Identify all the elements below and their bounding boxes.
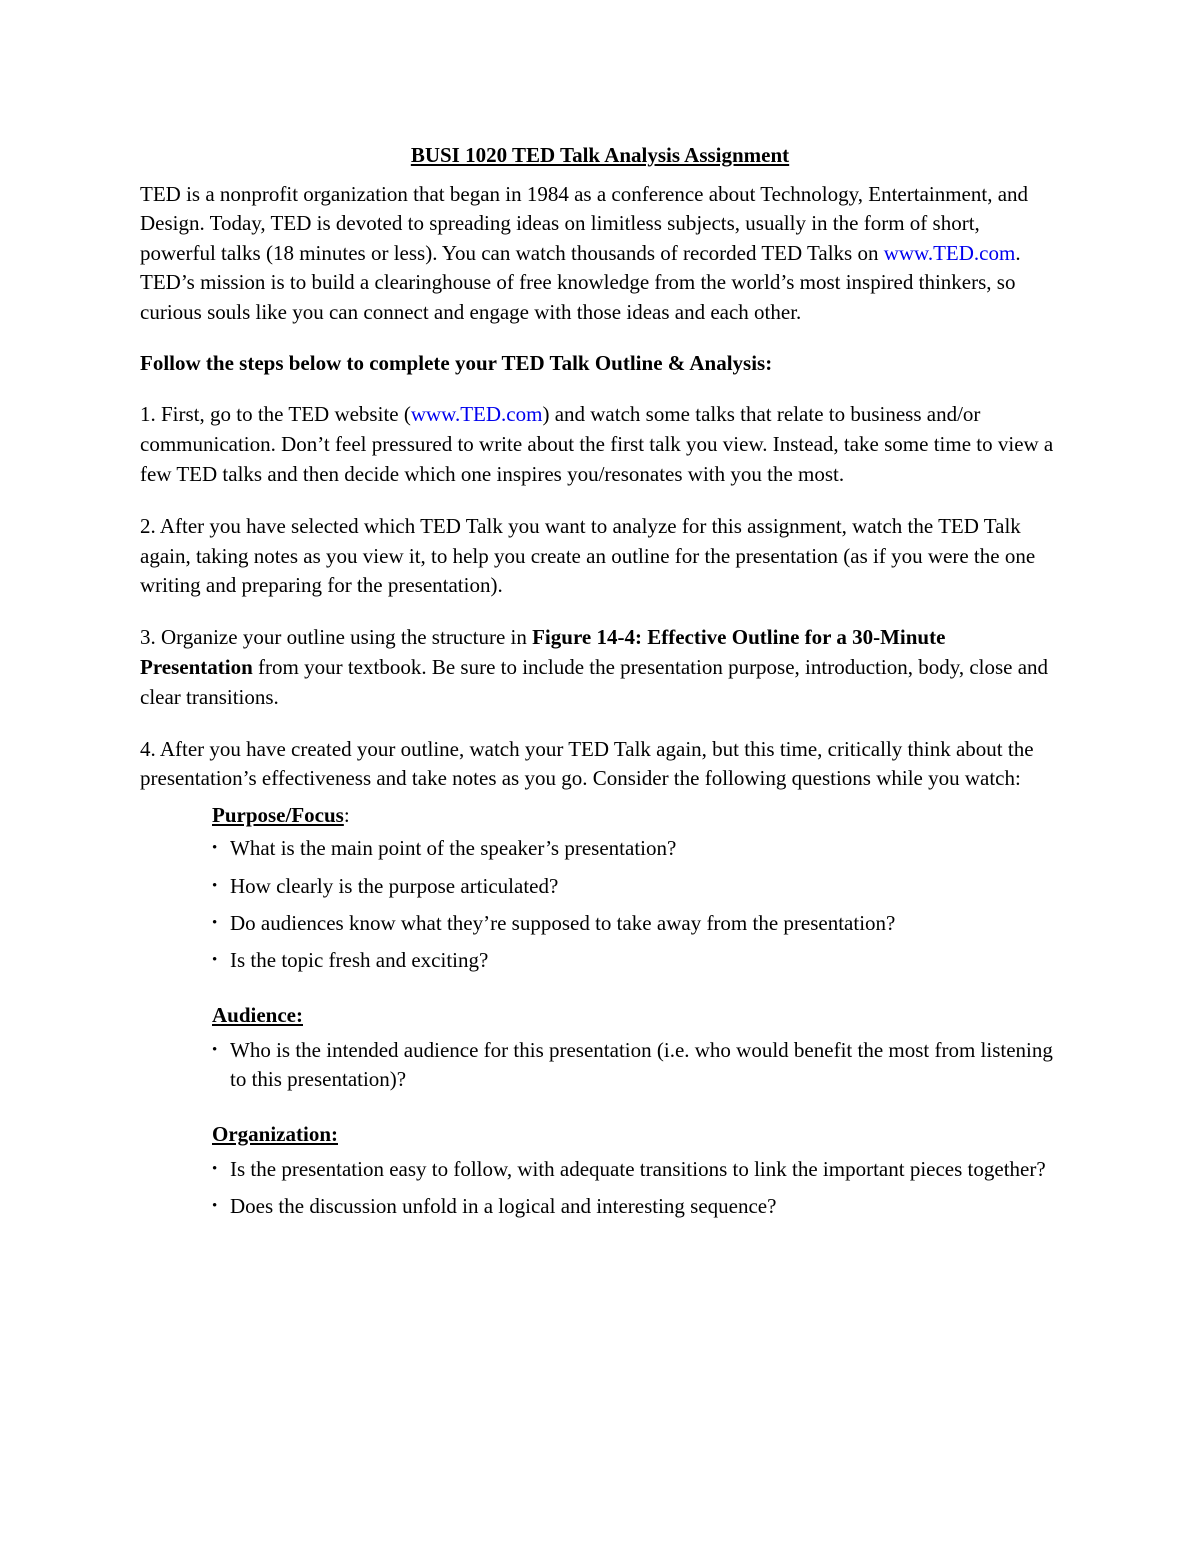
bullet-icon: • xyxy=(212,952,218,969)
list-item xyxy=(212,834,1060,863)
intro-paragraph xyxy=(140,180,1060,327)
bullet-icon: • xyxy=(212,840,218,857)
intro-text-1: TED is a nonprofit organization that began in 1984 as a conference about Technology, Entertainment, and Design. Today, TED is devoted to spreading ideas on limitless subjects, usually in the form of short, powerful talks (18 minutes or less). You can watch thousands of recorded TED Talks on xyxy=(140,182,1029,265)
list-item-text: Who is the intended audience for this presentation (i.e. who would benefit the most from listening to this presentation)? xyxy=(230,1037,1053,1092)
step-3-text-1: 3. Organize your outline using the structure in xyxy=(140,625,533,650)
purpose-question-list xyxy=(212,834,1060,976)
step-3 xyxy=(140,623,1060,712)
steps-heading: Follow the steps below to complete your TED Talk Outline & Analysis: xyxy=(140,351,773,376)
list-item xyxy=(212,1192,1060,1221)
bullet-icon: • xyxy=(212,1041,218,1058)
list-item-text: Is the presentation easy to follow, with adequate transitions to link the important pieces together? xyxy=(230,1156,1046,1181)
step-3-text-2: from your textbook. Be sure to include the presentation purpose, introduction, body, close and clear transitions. xyxy=(140,655,1049,709)
list-item xyxy=(212,872,1060,901)
ted-website-link[interactable]: www.TED.com xyxy=(883,240,1016,265)
document-page xyxy=(140,140,1060,1229)
list-item xyxy=(212,909,1060,938)
section-spacer xyxy=(212,1103,1060,1119)
list-item-text: Do audiences know what they’re supposed to take away from the presentation? xyxy=(230,911,896,936)
list-item xyxy=(212,1155,1060,1184)
list-item-text: What is the main point of the speaker’s presentation? xyxy=(230,836,677,861)
section-purpose-focus xyxy=(212,800,1060,1000)
section-audience xyxy=(212,1000,1060,1119)
section-title-purpose-suffix: : xyxy=(343,803,350,828)
bullet-icon: • xyxy=(212,1160,218,1177)
intro-text-2: . TED’s mission is to build a clearinghouse of free knowledge from the world’s most inspired thinkers, so curious souls like you can connect and engage with those ideas and each other. xyxy=(140,240,1021,324)
organization-question-list xyxy=(212,1155,1060,1222)
step-1 xyxy=(140,400,1060,489)
section-title-organization: Organization: xyxy=(212,1121,338,1146)
step-1-text-2: ) and watch some talks that relate to business and/or communication. Don’t feel pressured to write about the first talk you view. Instead, take some time to view a few TED talks and then decide which one inspires you/resonates with you the most. xyxy=(140,402,1054,487)
section-title-purpose xyxy=(212,800,1060,830)
list-item xyxy=(212,1036,1060,1095)
step-4: 4. After you have created your outline, watch your TED Talk again, but this time, critically think about the presentation’s effectiveness and take notes as you go. Consider the following questions while you watch: xyxy=(140,736,1034,791)
section-title-audience: Audience: xyxy=(212,1002,303,1027)
list-item-text: Does the discussion unfold in a logical and interesting sequence? xyxy=(230,1194,777,1219)
section-title-purpose-text: Purpose/Focus xyxy=(212,803,344,828)
ted-website-link-step1[interactable]: www.TED.com xyxy=(410,402,543,427)
list-item-text: Is the topic fresh and exciting? xyxy=(230,948,489,973)
step-2: 2. After you have selected which TED Talk you want to analyze for this assignment, watch the TED Talk again, taking notes as you view it, to help you create an outline for the presentation (as if you were the one writing and preparing for the presentation). xyxy=(140,513,1036,598)
bullet-icon: • xyxy=(212,877,218,894)
step-1-text-1: 1. First, go to the TED website ( xyxy=(140,402,411,427)
list-item-text: How clearly is the purpose articulated? xyxy=(230,873,559,898)
audience-question-list xyxy=(212,1036,1060,1095)
bullet-icon: • xyxy=(212,915,218,932)
section-spacer xyxy=(212,984,1060,1000)
bullet-icon: • xyxy=(212,1198,218,1215)
section-organization xyxy=(212,1119,1060,1222)
document-title: BUSI 1020 TED Talk Analysis Assignment xyxy=(410,143,790,167)
figure-reference: Figure 14-4: Effective Outline for a 30-Minute Presentation xyxy=(140,625,946,680)
list-item xyxy=(212,946,1060,975)
